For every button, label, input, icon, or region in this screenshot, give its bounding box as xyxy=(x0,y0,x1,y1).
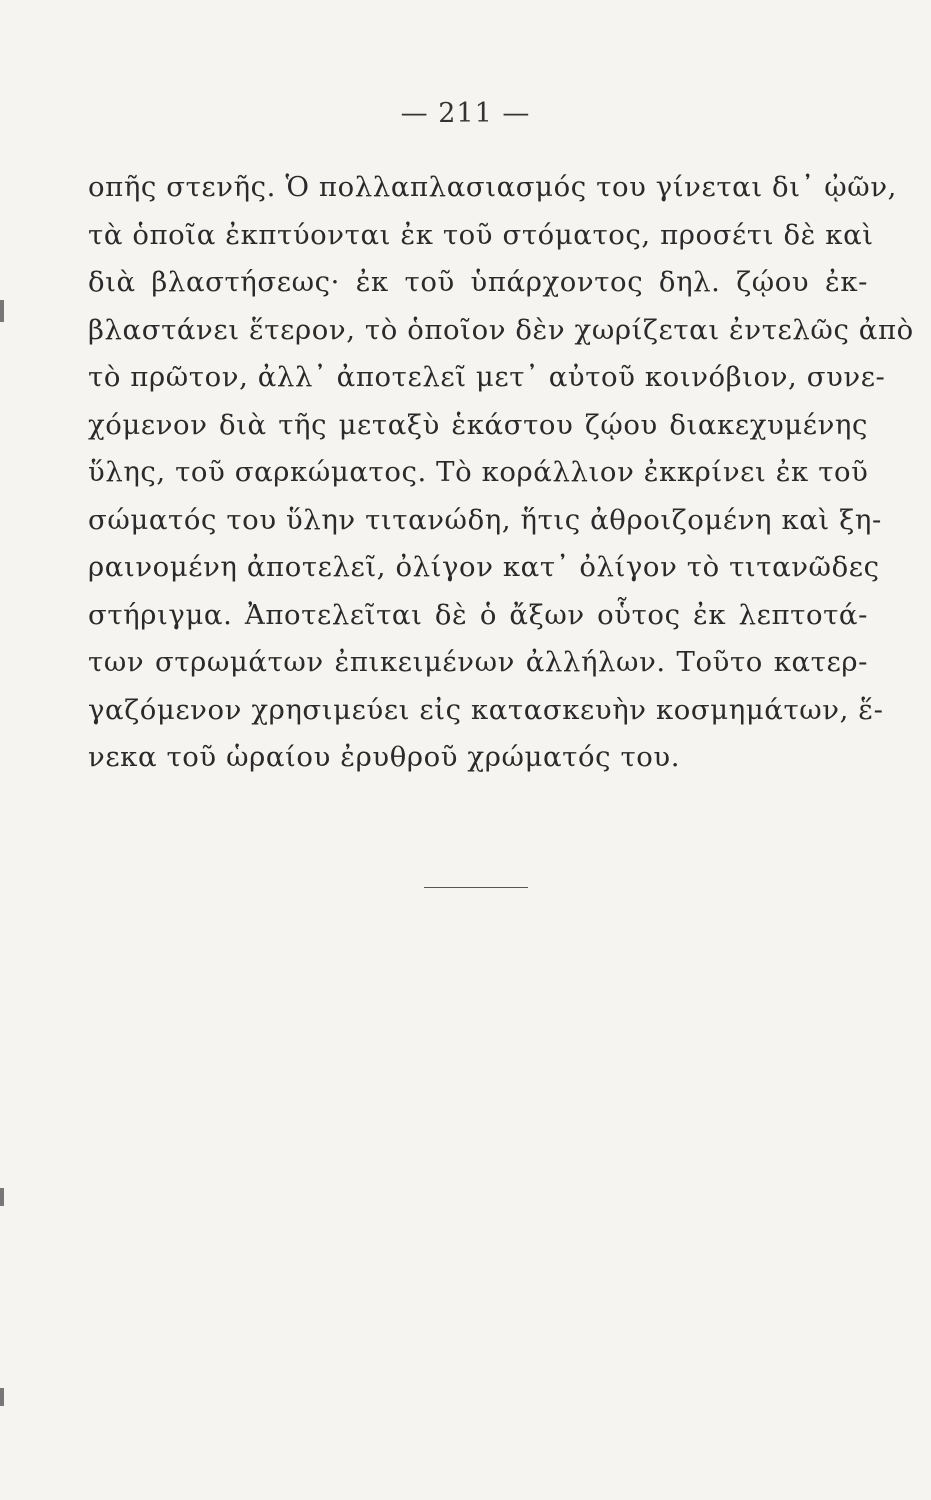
text-line: τὰ ὁποῖα ἐκπτύονται ἐκ τοῦ στόματος, προσέτι δὲ καὶ xyxy=(88,218,874,251)
page-edge-mark xyxy=(0,1188,4,1206)
text-line: στήριγμα. Ἀποτελεῖται δὲ ὁ ἄξων οὗτος ἐκ λεπτοτά- xyxy=(88,598,868,631)
text-line: ραινομένη ἀποτελεῖ, ὀλίγον κατ᾽ ὀλίγον τὸ τιτανῶδες xyxy=(88,551,880,583)
body-text xyxy=(88,164,914,782)
text-line: χόμενον διὰ τῆς μεταξὺ ἑκάστου ζῴου διακεχυμένης xyxy=(88,408,868,441)
text-line: των στρωμάτων ἐπικειμένων ἀλλήλων. Τοῦτο κατερ- xyxy=(88,646,868,678)
page-number: — 211 — xyxy=(400,98,531,129)
page-edge-mark xyxy=(0,1388,4,1406)
section-divider xyxy=(424,887,528,888)
text-line: ὕλης, τοῦ σαρκώματος. Τὸ κοράλλιον ἐκκρίνει ἐκ τοῦ xyxy=(88,456,869,488)
text-line: βλαστάνει ἕτερον, τὸ ὁποῖον δὲν χωρίζεται ἐντελῶς ἀπὸ xyxy=(88,313,914,346)
text-line: διὰ βλαστήσεως· ἐκ τοῦ ὑπάρχοντος δηλ. ζῴου ἐκ- xyxy=(88,266,868,298)
text-line: σώματός του ὕλην τιτανώδη, ἥτις ἀθροιζομένη καὶ ξη- xyxy=(88,503,882,536)
page-edge-mark xyxy=(0,300,4,322)
text-line: οπῆς στενῆς. Ὁ πολλαπλασιασμός του γίνεται δι᾽ ᾠῶν, xyxy=(88,171,897,203)
text-line: γαζόμενον χρησιμεύει εἰς κατασκευὴν κοσμημάτων, ἕ- xyxy=(88,693,884,726)
text-line: τὸ πρῶτον, ἀλλ᾽ ἀποτελεῖ μετ᾽ αὐτοῦ κοινόβιον, συνε- xyxy=(88,361,886,393)
text-line: νεκα τοῦ ὡραίου ἐρυθροῦ χρώματός του. xyxy=(88,741,681,773)
